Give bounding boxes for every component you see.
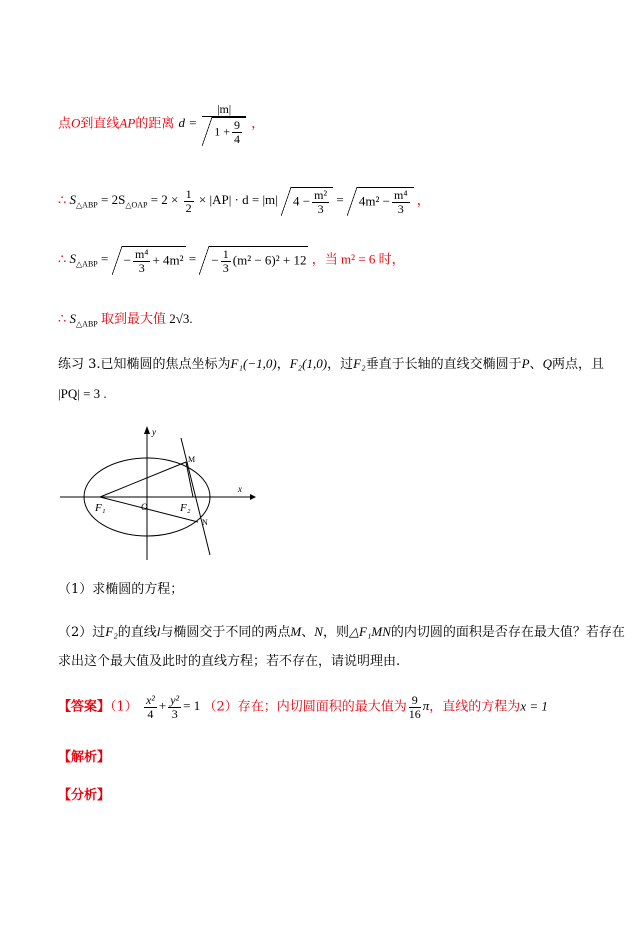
sqrt-content: 1 + [214, 124, 231, 139]
ellipse-figure [55, 420, 260, 565]
text: 与椭圆交于不同的两点 [160, 625, 291, 640]
numerator: 1 [222, 247, 229, 261]
numerator: m⁴ [394, 188, 408, 202]
denominator: 2 [185, 201, 192, 215]
text: 的直线 [117, 625, 157, 640]
text: ，当 m² = 6 时， [311, 251, 405, 267]
label-f1: F₁ [95, 502, 106, 514]
label-x: x [238, 484, 242, 494]
text: = [336, 192, 344, 208]
subscript: △ABP [76, 260, 98, 270]
point-o: O [71, 115, 81, 131]
fenxi-heading: 【分析】 [58, 788, 111, 803]
denominator: 3 [222, 261, 229, 275]
text: + 4m² [152, 252, 184, 268]
therefore-symbol: ∴ [58, 311, 67, 326]
text: . [189, 311, 193, 326]
subscript: △OAP [125, 201, 148, 211]
text: ， [276, 357, 290, 372]
pq-length: |PQ| = 3 . [58, 386, 107, 401]
y-arrow [144, 426, 150, 434]
half-fraction [184, 188, 194, 215]
question-2 [58, 621, 625, 640]
max-value: 2√3 [169, 311, 190, 326]
text: ， [251, 116, 265, 132]
text: = 2 × [150, 192, 179, 208]
sqrt [291, 187, 333, 216]
text: （1） [110, 699, 138, 715]
exercise-statement [58, 353, 604, 372]
text: 点 [58, 116, 72, 132]
jiexi-heading: 【解析】 [58, 750, 111, 765]
text: − [211, 252, 219, 268]
text: ，直线的方程为 [429, 699, 521, 715]
sqrt [209, 246, 308, 275]
denominator: 3 [171, 707, 178, 721]
text: × |AP| · d = |m| [198, 192, 278, 208]
label-m: M [188, 455, 196, 464]
d-eq: d = [178, 115, 197, 131]
text: 、 [529, 357, 543, 372]
point-m: M [290, 624, 302, 639]
max-line [58, 308, 193, 329]
s-symbol: S [69, 311, 77, 326]
subscript: △ABP [76, 201, 98, 211]
label-f2: F₂ [180, 502, 191, 514]
text: 的内切圆的面积是否存在最大值？若存在 [390, 625, 625, 640]
text: 练习 3.已知椭圆的焦点坐标为 [58, 357, 231, 372]
text: 取到最大值 [101, 311, 167, 326]
text: 垂直于长轴的直线交椭圆于 [365, 357, 522, 372]
numerator: y² [170, 693, 180, 707]
sqrt [357, 187, 414, 216]
denominator: 4 [234, 132, 241, 146]
area-line-2 [58, 246, 405, 275]
numerator: 9 [234, 118, 241, 132]
numerator: x² [145, 693, 155, 707]
focus-f2: F₂ [353, 356, 366, 371]
point-n: N [314, 624, 323, 639]
label-o: O [141, 502, 148, 512]
line-equation: x = 1 [520, 698, 548, 714]
numerator: m⁴ [134, 247, 149, 261]
numerator: |m| [202, 103, 246, 117]
area-line-1 [58, 187, 430, 216]
distance-line [58, 103, 264, 146]
denominator: 3 [317, 202, 324, 216]
text: ，过 [327, 357, 354, 372]
label-n: N [202, 518, 208, 527]
x-fraction [144, 694, 157, 721]
sqrt [122, 246, 186, 275]
segment-f1m [100, 462, 186, 497]
text: = [188, 251, 197, 267]
answer-tag: 【答案】 [58, 699, 111, 715]
focus-f2: F₂ [105, 624, 118, 639]
sqrt-content: 4m² − [358, 193, 390, 209]
focus-f2: F₂(1,0) [289, 356, 328, 371]
text: ，则 [322, 625, 349, 640]
therefore-symbol: ∴ [58, 192, 67, 208]
denominator: 4 [147, 707, 154, 721]
area-fraction [409, 694, 421, 721]
question-2-cont: 求出这个最大值及此时的直线方程；若不存在，请说明理由. [58, 654, 401, 669]
denominator: 3 [397, 202, 404, 216]
denominator: 16 [408, 707, 421, 721]
text: 到直线 [80, 116, 120, 132]
text: 的距离 [135, 116, 175, 132]
therefore-symbol: ∴ [58, 251, 67, 267]
triangle-f1mn: △F₁MN [348, 624, 391, 639]
pi-symbol: π [422, 698, 430, 714]
x-arrow [250, 494, 256, 500]
text: (m² − 6)² + 12 [232, 252, 307, 268]
numerator: 1 [185, 187, 192, 201]
question-1: （1）求椭圆的方程； [58, 582, 184, 597]
text: （2）过 [58, 625, 106, 640]
sqrt-content: 4 − [293, 193, 311, 209]
point-q: Q [542, 356, 552, 371]
line-l: l [156, 624, 161, 639]
focus-f1: F₁(−1,0) [230, 356, 277, 371]
text: = [101, 251, 109, 267]
numerator: m² [314, 188, 328, 202]
text: （2）存在；内切圆面积的最大值为 [203, 699, 407, 715]
answer-line [58, 694, 548, 721]
s-symbol: S [69, 192, 77, 208]
subscript: △ABP [76, 319, 98, 329]
s-symbol: S [69, 251, 77, 267]
numerator: 9 [409, 694, 421, 708]
text: = 2S [101, 192, 126, 208]
text: ， [416, 192, 430, 208]
label-y: y [152, 427, 156, 437]
distance-fraction [202, 103, 246, 146]
point-p: P [521, 356, 530, 371]
text: − [123, 252, 131, 268]
exercise-condition [58, 386, 107, 402]
line-ap: AP [119, 115, 136, 131]
text: + [158, 698, 167, 714]
text: = 1 [183, 698, 201, 714]
y-fraction [168, 694, 181, 721]
text: 两点，且 [551, 357, 604, 372]
segment-f2m [186, 462, 193, 497]
denominator: 3 [138, 261, 145, 275]
text: 、 [301, 625, 315, 640]
sqrt [212, 117, 246, 146]
